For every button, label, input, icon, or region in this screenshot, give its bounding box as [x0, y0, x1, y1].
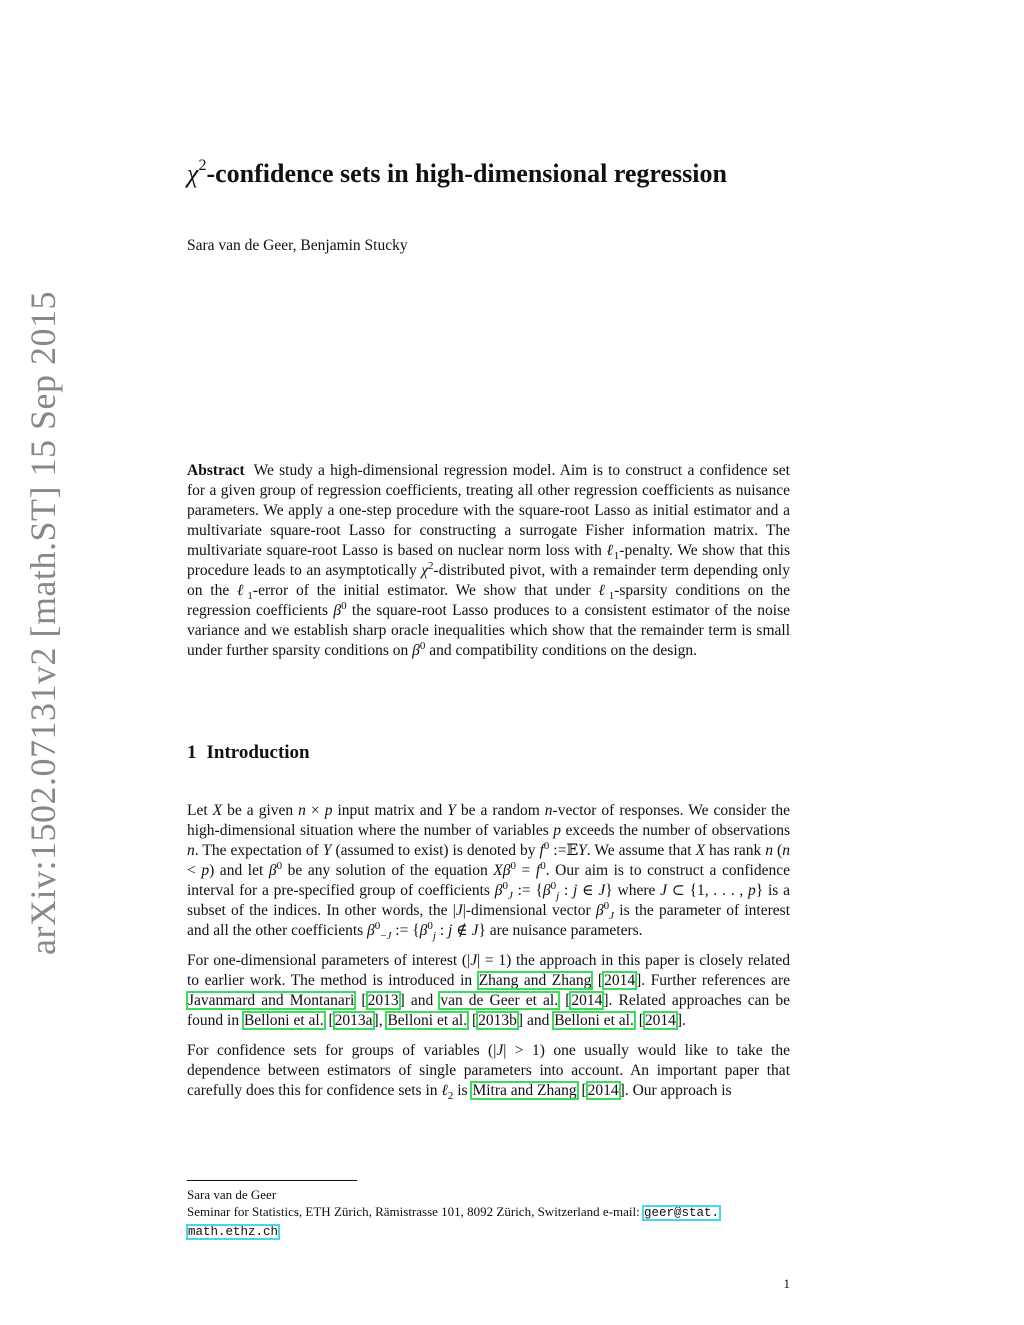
title-superscript: 2: [198, 157, 207, 174]
citation-zhang-zhang[interactable]: Zhang and Zhang: [478, 972, 592, 989]
citation-belloni-2014-year[interactable]: 2014: [644, 1012, 676, 1029]
page-number: 1: [783, 1276, 790, 1291]
paragraph-1: Let X be a given n × p input matrix and Y be a random n-vector of responses. We consider the high-dimensional situation where the number of variables p exceeds the number of observations n. The expectation of Y (assumed to exist) is denoted by $f^0$ :=𝔼Y. We assume that X has rank n (n < p) and let $\beta^0$ be any solution of the equation $X\beta^0 = f^0$. Our aim is to construct a confidence interval for a pre-specified group of coefficients $\beta^0_J$ := {$\beta^0_j$ : j ∈ J} where J ⊂ {1, . . . , p} is a subset of the indices. In other words, the |J|-dimensional vector $\beta^0_J$ is the parameter of interest and all the other coefficients $\beta^0_{-J}$ := {$\beta^0_j$ : j ∉ J} are nuisance parameters.: [187, 802, 790, 943]
citation-belloni-2013b[interactable]: Belloni et al.: [387, 1012, 468, 1029]
paragraph-3: For confidence sets for groups of variables (|J| > 1) one usually would like to take the dependence between estimators of single parameters into account. An important paper that carefully does this for confidence sets in ℓ$_2$ is Mitra and Zhang [2014]. Our approach is: [187, 1042, 790, 1103]
citation-van-de-geer-year[interactable]: 2014: [571, 992, 603, 1009]
citation-belloni-2013a[interactable]: Belloni et al.: [243, 1012, 324, 1029]
email-link-part1[interactable]: geer@stat.: [643, 1206, 719, 1220]
author-list: Sara van de Geer, Benjamin Stucky: [187, 237, 408, 254]
footnote-author-name: Sara van de Geer: [187, 1187, 277, 1202]
section-title-text: Introduction: [206, 742, 310, 763]
citation-mitra-zhang[interactable]: Mitra and Zhang: [472, 1082, 577, 1099]
paper-title: [187, 154, 887, 194]
citation-belloni-2013b-year[interactable]: 2013b: [478, 1012, 517, 1029]
title-text: -confidence sets in high-dimensional regression: [206, 159, 727, 188]
citation-van-de-geer[interactable]: van de Geer et al.: [440, 992, 559, 1009]
footnote: [187, 1186, 790, 1241]
footnote-rule: [187, 1180, 357, 1181]
citation-mitra-zhang-year[interactable]: 2014: [587, 1082, 619, 1099]
footnote-affiliation-text: Seminar for Statistics, ETH Zürich, Rämistrasse 101, 8092 Zürich, Switzerland e-mail:: [187, 1204, 640, 1219]
title-chi-symbol: χ: [187, 159, 199, 188]
introduction-body: [187, 801, 790, 1111]
citation-javanmard-montanari[interactable]: Javanmard and Montanari: [188, 992, 355, 1009]
arxiv-identifier-stamp: arXiv:1502.07131v2 [math.ST] 15 Sep 2015: [23, 291, 63, 955]
abstract: Abstract We study a high-dimensional regression model. Aim is to construct a confidence set for a given group of regression coefficients, treating all other regression coefficients as nuisance parameters. We apply a one-step procedure with the square-root Lasso as initial estimator and a multivariate square-root Lasso for constructing a surrogate Fisher information matrix. The multivariate square-root Lasso is based on nuclear norm loss with ℓ$_1$-penalty. We show that this procedure leads to an asymptotically $\chi^2$-distributed pivot, with a remainder term depending only on the ℓ$_1$-error of the initial estimator. We show that under ℓ$_1$-sparsity conditions on the regression coefficients $\beta^0$ the square-root Lasso produces to a consistent estimator of the noise variance and we establish sharp oracle inequalities which show that the remainder term is small under further sparsity conditions on $\beta^0$ and compatibility conditions on the design.: [187, 462, 791, 659]
citation-belloni-2014[interactable]: Belloni et al.: [554, 1012, 634, 1029]
citation-zhang-zhang-year[interactable]: 2014: [604, 972, 636, 989]
citation-javanmard-montanari-year[interactable]: 2013: [367, 992, 399, 1009]
footnote-affiliation: [187, 1203, 790, 1241]
paragraph-2: For one-dimensional parameters of interest (|J| = 1) the approach in this paper is closely related to earlier work. The method is introduced in Zhang and Zhang [2014]. Further references are Javanmard and Montanari [2013] and van de Geer et al. [2014]. Related approaches can be found in Belloni et al. [2013a], Belloni et al. [2013b] and Belloni et al. [2014].: [187, 952, 790, 1029]
abstract-label: Abstract: [187, 462, 245, 479]
citation-belloni-2013a-year[interactable]: 2013a: [334, 1012, 373, 1029]
email-link-part2[interactable]: math.ethz.ch: [188, 1225, 279, 1239]
section-heading-introduction: [187, 740, 310, 766]
section-number: 1: [187, 742, 197, 763]
